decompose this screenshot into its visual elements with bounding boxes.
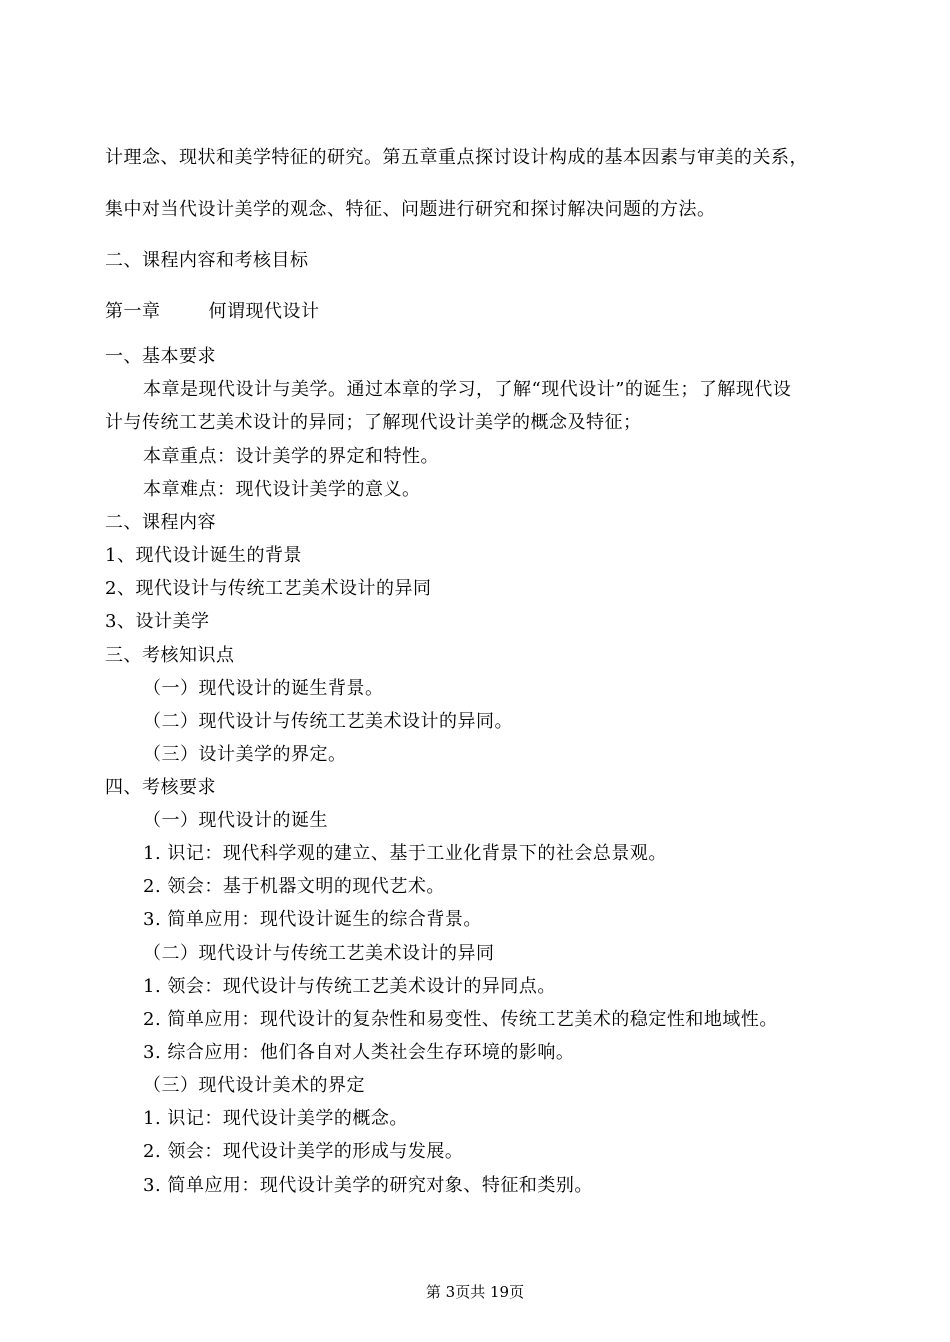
basic-requirements-paragraph-line-1: 本章是现代设计与美学。通过本章的学习，了解“现代设计”的诞生；了解现代设 — [143, 379, 792, 400]
chapter-heading — [105, 300, 320, 324]
requirement-item: 2. 领会：基于机器文明的现代艺术。 — [143, 876, 445, 897]
requirement-item: 3. 综合应用：他们各自对人类社会生存环境的影响。 — [143, 1042, 575, 1063]
assessment-points-heading: 三、考核知识点 — [105, 645, 235, 666]
requirement-item: 3. 简单应用：现代设计诞生的综合背景。 — [143, 909, 482, 930]
course-content-item: 2、现代设计与传统工艺美术设计的异同 — [105, 578, 432, 599]
requirement-item: 1. 领会：现代设计与传统工艺美术设计的异同点。 — [143, 976, 556, 997]
key-points: 本章重点：设计美学的界定和特性。 — [143, 446, 439, 467]
section-heading: 二、课程内容和考核目标 — [105, 250, 309, 271]
difficult-points: 本章难点：现代设计美学的意义。 — [143, 479, 421, 500]
requirement-group-title: （三）现代设计美术的界定 — [143, 1075, 365, 1096]
assessment-requirements-heading: 四、考核要求 — [105, 777, 216, 798]
requirement-group-title: （二）现代设计与传统工艺美术设计的异同 — [143, 943, 495, 964]
basic-requirements-paragraph-line-2: 计与传统工艺美术设计的异同；了解现代设计美学的概念及特征； — [105, 412, 642, 433]
requirement-item: 3. 简单应用：现代设计美学的研究对象、特征和类别。 — [143, 1175, 593, 1196]
assessment-point-item: （一）现代设计的诞生背景。 — [143, 678, 384, 699]
course-content-heading: 二、课程内容 — [105, 512, 216, 533]
requirement-item: 2. 简单应用：现代设计的复杂性和易变性、传统工艺美术的稳定性和地域性。 — [143, 1009, 778, 1030]
assessment-point-item: （二）现代设计与传统工艺美术设计的异同。 — [143, 711, 513, 732]
course-content-item: 3、设计美学 — [105, 611, 210, 632]
requirement-group-title: （一）现代设计的诞生 — [143, 810, 328, 831]
chapter-number: 第一章 — [105, 301, 161, 322]
assessment-point-item: （三）设计美学的界定。 — [143, 744, 347, 765]
intro-line-2: 集中对当代设计美学的观念、特征、问题进行研究和探讨解决问题的方法。 — [105, 199, 716, 220]
requirement-item: 2. 领会：现代设计美学的形成与发展。 — [143, 1141, 464, 1162]
chapter-title: 何谓现代设计 — [208, 301, 320, 322]
intro-line-1: 计理念、现状和美学特征的研究。第五章重点探讨设计构成的基本因素与审美的关系， — [105, 147, 808, 168]
course-content-item: 1、现代设计诞生的背景 — [105, 545, 302, 566]
page-footer: 第 3页共 19页 — [425, 1283, 525, 1301]
requirement-item: 1. 识记：现代设计美学的概念。 — [143, 1108, 408, 1129]
requirement-item: 1. 识记：现代科学观的建立、基于工业化背景下的社会总景观。 — [143, 843, 667, 864]
basic-requirements-heading: 一、基本要求 — [105, 346, 216, 367]
